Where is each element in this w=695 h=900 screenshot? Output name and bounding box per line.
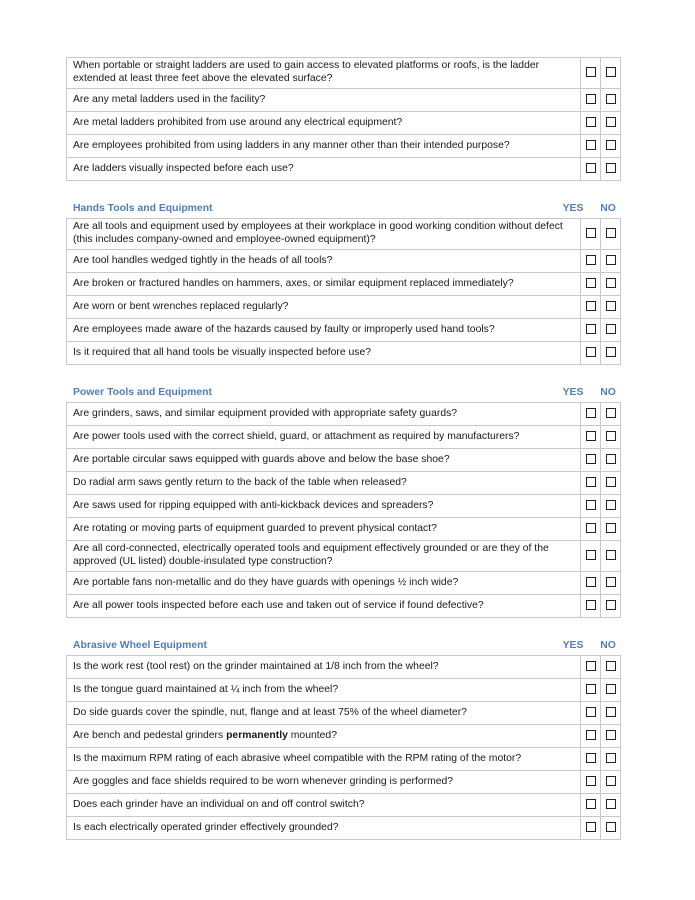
table-row (67, 702, 621, 725)
table-row (67, 158, 621, 181)
yes-checkbox[interactable] (586, 454, 596, 464)
table-row (67, 771, 621, 794)
no-checkbox[interactable] (606, 799, 616, 809)
no-checkbox[interactable] (606, 707, 616, 717)
no-cell (601, 319, 621, 342)
question-text: Are tool handles wedged tightly in the heads of all tools? (67, 250, 581, 273)
table-row (67, 342, 621, 365)
question-text: Is the tongue guard maintained at ¼ inch from the wheel? (67, 679, 581, 702)
table-row (67, 449, 621, 472)
table-row (67, 794, 621, 817)
yes-cell (581, 817, 601, 840)
question-text: Do radial arm saws gently return to the back of the table when released? (67, 472, 581, 495)
yes-checkbox[interactable] (586, 431, 596, 441)
no-cell (601, 495, 621, 518)
hand-tools-section (66, 201, 621, 365)
no-checkbox[interactable] (606, 822, 616, 832)
yes-cell (581, 58, 601, 89)
question-text: Are goggles and face shields required to be worn whenever grinding is performed? (67, 771, 581, 794)
abrasive-wheel-table (66, 655, 621, 840)
question-text: When portable or straight ladders are used to gain access to elevated platforms or roofs, is the ladder extended at least three feet above the elevated surface? (67, 58, 581, 89)
no-cell (601, 342, 621, 365)
no-checkbox[interactable] (606, 347, 616, 357)
table-row (67, 472, 621, 495)
yes-checkbox[interactable] (586, 684, 596, 694)
yes-checkbox[interactable] (586, 408, 596, 418)
question-text: Are employees made aware of the hazards caused by faulty or improperly used hand tools? (67, 319, 581, 342)
yes-checkbox[interactable] (586, 822, 596, 832)
table-row (67, 296, 621, 319)
question-text-end: mounted? (287, 729, 337, 741)
no-cell (601, 725, 621, 748)
yes-cell (581, 135, 601, 158)
section-header (66, 638, 621, 655)
yes-cell (581, 250, 601, 273)
yes-checkbox[interactable] (586, 661, 596, 671)
table-row (67, 89, 621, 112)
question-text: Is the work rest (tool rest) on the grinder maintained at 1/8 inch from the wheel? (67, 656, 581, 679)
question-text-emphasis: permanently (226, 729, 288, 741)
no-cell (601, 58, 621, 89)
no-cell (601, 273, 621, 296)
table-row (67, 250, 621, 273)
table-row (67, 679, 621, 702)
yes-checkbox[interactable] (586, 707, 596, 717)
table-row (67, 656, 621, 679)
yes-checkbox[interactable] (586, 523, 596, 533)
hand-tools-table (66, 218, 621, 365)
table-row (67, 426, 621, 449)
no-checkbox[interactable] (606, 255, 616, 265)
power-tools-table (66, 402, 621, 618)
question-text (67, 725, 581, 748)
table-row (67, 135, 621, 158)
no-checkbox[interactable] (606, 431, 616, 441)
question-text: Does each grinder have an individual on and off control switch? (67, 794, 581, 817)
no-cell (601, 250, 621, 273)
no-checkbox[interactable] (606, 94, 616, 104)
question-text: Is each electrically operated grinder effectively grounded? (67, 817, 581, 840)
no-cell (601, 771, 621, 794)
question-text: Is it required that all hand tools be visually inspected before use? (67, 342, 581, 365)
table-row (67, 273, 621, 296)
table-row (67, 58, 621, 89)
no-cell (601, 748, 621, 771)
no-checkbox[interactable] (606, 661, 616, 671)
yes-checkbox[interactable] (586, 799, 596, 809)
no-column-header: NO (600, 387, 616, 398)
yes-checkbox[interactable] (586, 753, 596, 763)
no-checkbox[interactable] (606, 324, 616, 334)
table-row (67, 541, 621, 572)
yes-checkbox[interactable] (586, 278, 596, 288)
yes-cell (581, 748, 601, 771)
no-cell (601, 794, 621, 817)
no-cell (601, 158, 621, 181)
question-text: Is the maximum RPM rating of each abrasive wheel compatible with the RPM rating of the motor? (67, 748, 581, 771)
no-checkbox[interactable] (606, 776, 616, 786)
yes-cell (581, 771, 601, 794)
no-column-header: NO (600, 203, 616, 214)
yes-cell (581, 541, 601, 572)
yes-cell (581, 595, 601, 618)
table-row (67, 817, 621, 840)
question-text: Are rotating or moving parts of equipment guarded to prevent physical contact? (67, 518, 581, 541)
yes-checkbox[interactable] (586, 776, 596, 786)
yes-checkbox[interactable] (586, 117, 596, 127)
question-text: Are all power tools inspected before each use and taken out of service if found defective? (67, 595, 581, 618)
yes-cell (581, 403, 601, 426)
no-checkbox[interactable] (606, 408, 616, 418)
yes-cell (581, 495, 601, 518)
table-row (67, 495, 621, 518)
section-title: Power Tools and Equipment (73, 387, 212, 398)
question-text: Are worn or bent wrenches replaced regularly? (67, 296, 581, 319)
no-cell (601, 472, 621, 495)
yes-checkbox[interactable] (586, 347, 596, 357)
question-text: Are saws used for ripping equipped with anti-kickback devices and spreaders? (67, 495, 581, 518)
section-title: Hands Tools and Equipment (73, 203, 213, 214)
table-row (67, 219, 621, 250)
no-checkbox[interactable] (606, 477, 616, 487)
checklist-page (66, 57, 621, 840)
yes-checkbox[interactable] (586, 94, 596, 104)
yes-checkbox[interactable] (586, 500, 596, 510)
yes-cell (581, 702, 601, 725)
no-checkbox[interactable] (606, 600, 616, 610)
no-checkbox[interactable] (606, 301, 616, 311)
yes-cell (581, 472, 601, 495)
ladders-table (66, 57, 621, 181)
yes-cell (581, 426, 601, 449)
table-row (67, 518, 621, 541)
question-text: Are all tools and equipment used by employees at their workplace in good working condition without defect (this includes company-owned and employee-owned equipment)? (67, 219, 581, 250)
no-cell (601, 541, 621, 572)
yes-checkbox[interactable] (586, 301, 596, 311)
question-text: Are grinders, saws, and similar equipment provided with appropriate safety guards? (67, 403, 581, 426)
no-cell (601, 702, 621, 725)
yes-checkbox[interactable] (586, 163, 596, 173)
yes-column-header: YES (562, 203, 584, 214)
yes-cell (581, 656, 601, 679)
no-cell (601, 595, 621, 618)
question-text: Are metal ladders prohibited from use around any electrical equipment? (67, 112, 581, 135)
no-cell (601, 817, 621, 840)
no-cell (601, 449, 621, 472)
no-cell (601, 112, 621, 135)
yes-cell (581, 679, 601, 702)
question-text: Are ladders visually inspected before each use? (67, 158, 581, 181)
table-row (67, 319, 621, 342)
no-checkbox[interactable] (606, 278, 616, 288)
yes-cell (581, 112, 601, 135)
question-text-start: Are bench and pedestal grinders (73, 729, 227, 741)
yes-cell (581, 518, 601, 541)
no-checkbox[interactable] (606, 140, 616, 150)
section-header (66, 385, 621, 402)
yes-cell (581, 158, 601, 181)
yes-cell (581, 342, 601, 365)
no-checkbox[interactable] (606, 67, 616, 77)
yes-column-header: YES (562, 640, 584, 651)
no-cell (601, 135, 621, 158)
table-row (67, 112, 621, 135)
section-title: Abrasive Wheel Equipment (73, 640, 207, 651)
question-text: Are employees prohibited from using ladders in any manner other than their intended purpose? (67, 135, 581, 158)
no-checkbox[interactable] (606, 577, 616, 587)
yes-checkbox[interactable] (586, 730, 596, 740)
no-cell (601, 518, 621, 541)
question-text: Are any metal ladders used in the facility? (67, 89, 581, 112)
yes-checkbox[interactable] (586, 67, 596, 77)
no-cell (601, 403, 621, 426)
no-checkbox[interactable] (606, 228, 616, 238)
no-cell (601, 219, 621, 250)
yes-checkbox[interactable] (586, 255, 596, 265)
no-cell (601, 89, 621, 112)
no-cell (601, 572, 621, 595)
no-cell (601, 296, 621, 319)
yes-checkbox[interactable] (586, 600, 596, 610)
no-checkbox[interactable] (606, 550, 616, 560)
no-cell (601, 679, 621, 702)
yes-cell (581, 219, 601, 250)
yes-cell (581, 89, 601, 112)
no-checkbox[interactable] (606, 500, 616, 510)
yes-cell (581, 449, 601, 472)
yes-checkbox[interactable] (586, 324, 596, 334)
no-checkbox[interactable] (606, 730, 616, 740)
no-checkbox[interactable] (606, 117, 616, 127)
yes-cell (581, 296, 601, 319)
yes-checkbox[interactable] (586, 577, 596, 587)
yes-checkbox[interactable] (586, 140, 596, 150)
no-cell (601, 656, 621, 679)
no-checkbox[interactable] (606, 523, 616, 533)
table-row (67, 748, 621, 771)
yes-checkbox[interactable] (586, 228, 596, 238)
yes-cell (581, 794, 601, 817)
yes-cell (581, 572, 601, 595)
yes-cell (581, 273, 601, 296)
no-checkbox[interactable] (606, 454, 616, 464)
no-column-header: NO (600, 640, 616, 651)
question-text: Are portable fans non-metallic and do they have guards with openings ½ inch wide? (67, 572, 581, 595)
question-text: Do side guards cover the spindle, nut, flange and at least 75% of the wheel diameter? (67, 702, 581, 725)
yes-checkbox[interactable] (586, 550, 596, 560)
no-checkbox[interactable] (606, 753, 616, 763)
question-text: Are portable circular saws equipped with guards above and below the base shoe? (67, 449, 581, 472)
no-checkbox[interactable] (606, 684, 616, 694)
table-row (67, 725, 621, 748)
yes-column-header: YES (562, 387, 584, 398)
no-checkbox[interactable] (606, 163, 616, 173)
abrasive-wheel-section (66, 638, 621, 840)
question-text: Are broken or fractured handles on hammers, axes, or similar equipment replaced immediately? (67, 273, 581, 296)
yes-cell (581, 725, 601, 748)
question-text: Are power tools used with the correct shield, guard, or attachment as required by manufacturers? (67, 426, 581, 449)
table-row (67, 595, 621, 618)
no-cell (601, 426, 621, 449)
table-row (67, 403, 621, 426)
question-text: Are all cord-connected, electrically operated tools and equipment effectively grounded or are they of the approved (UL listed) double-insulated type construction? (67, 541, 581, 572)
yes-cell (581, 319, 601, 342)
power-tools-section (66, 385, 621, 618)
section-header (66, 201, 621, 218)
yes-checkbox[interactable] (586, 477, 596, 487)
table-row (67, 572, 621, 595)
